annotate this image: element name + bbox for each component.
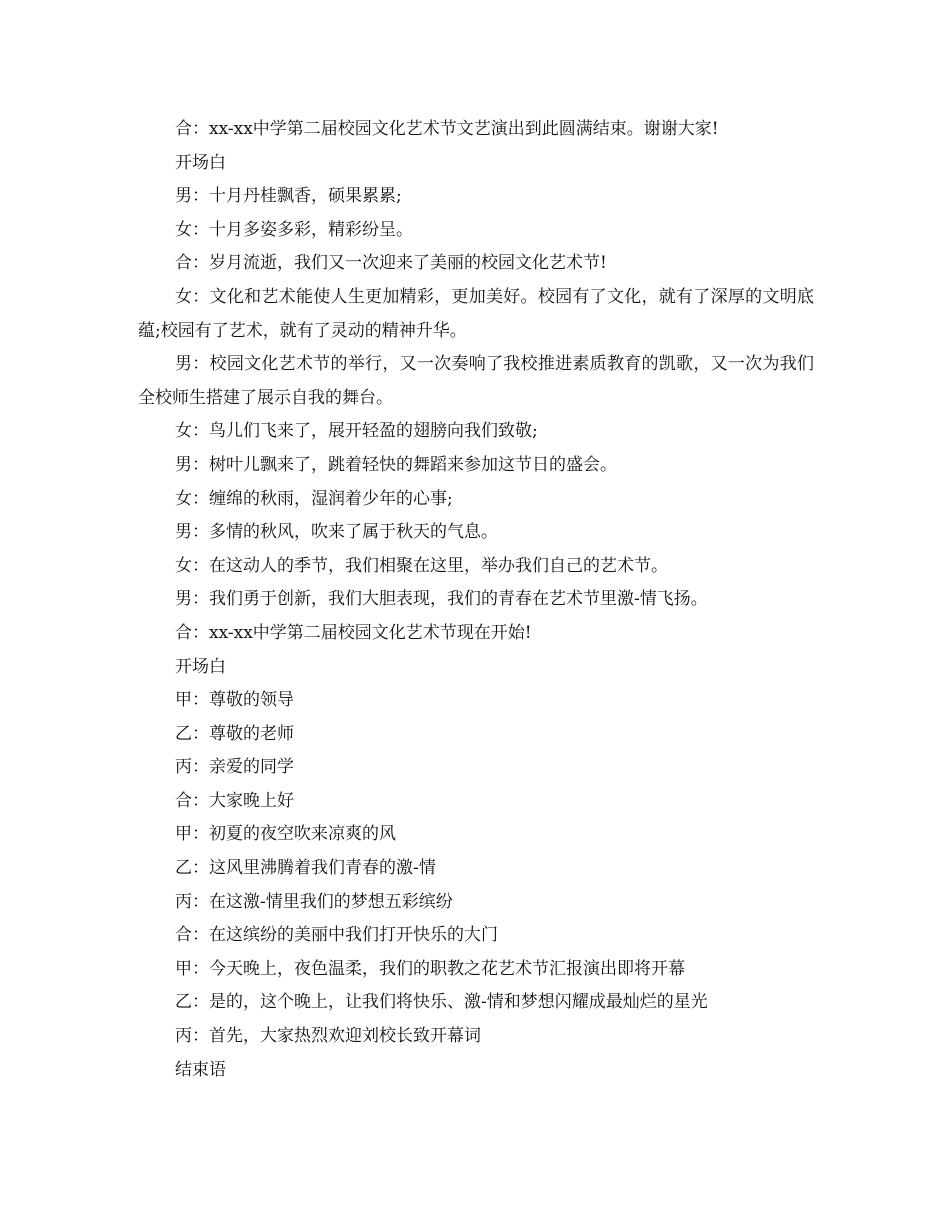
paragraph: 女：十月多姿多彩，精彩纷呈。 xyxy=(175,219,413,240)
paragraph: 男：十月丹桂飘香，硕果累累; xyxy=(175,186,402,207)
paragraph: 合：大家晚上好 xyxy=(175,790,294,811)
paragraph: 合：xx-xx中学第二届校园文化艺术节现在开始! xyxy=(175,622,532,643)
paragraph: 丙：首先，大家热烈欢迎刘校长致开幕词 xyxy=(175,1026,481,1047)
paragraph: 男：我们勇于创新，我们大胆表现，我们的青春在艺术节里激-情飞扬。 xyxy=(175,589,708,610)
paragraph: 乙：这风里沸腾着我们青春的激-情 xyxy=(175,858,436,879)
paragraph: 合：岁月流逝，我们又一次迎来了美丽的校园文化艺术节! xyxy=(175,253,607,274)
section-heading: 结束语 xyxy=(175,1059,226,1080)
paragraph: 男：多情的秋风，吹来了属于秋天的气息。 xyxy=(175,522,498,543)
section-heading: 开场白 xyxy=(175,152,226,173)
paragraph: 合：xx-xx中学第二届校园文化艺术节文艺演出到此圆满结束。谢谢大家! xyxy=(175,119,719,139)
paragraph: 女：鸟儿们飞来了，展开轻盈的翅膀向我们致敬; xyxy=(175,421,538,442)
paragraph: 男：树叶儿飘来了，跳着轻快的舞蹈来参加这节日的盛会。 xyxy=(175,454,617,475)
document-body xyxy=(138,113,814,1087)
paragraph: 乙：是的，这个晚上，让我们将快乐、激-情和梦想闪耀成最灿烂的星光 xyxy=(175,992,708,1013)
paragraph: 丙：亲爱的同学 xyxy=(175,757,294,778)
section-heading: 开场白 xyxy=(175,656,226,677)
paragraph: 女：文化和艺术能使人生更加精彩，更加美好。校园有了文化，就有了深厚的文明底蕴;校园有了艺术，就有了灵动的精神升华。 xyxy=(138,286,814,341)
paragraph: 乙：尊敬的老师 xyxy=(175,723,294,744)
paragraph: 男：校园文化艺术节的举行，又一次奏响了我校推进素质教育的凯歌，又一次为我们全校师生搭建了展示自我的舞台。 xyxy=(138,354,814,408)
paragraph: 甲：今天晚上，夜色温柔，我们的职教之花艺术节汇报演出即将开幕 xyxy=(175,958,685,979)
paragraph: 甲：尊敬的领导 xyxy=(175,690,294,711)
paragraph: 女：缠绵的秋雨，湿润着少年的心事; xyxy=(175,488,453,509)
paragraph: 丙：在这激-情里我们的梦想五彩缤纷 xyxy=(175,891,453,912)
paragraph: 女：在这动人的季节，我们相聚在这里，举办我们自己的艺术节。 xyxy=(175,555,668,576)
paragraph: 合：在这缤纷的美丽中我们打开快乐的大门 xyxy=(175,925,498,946)
paragraph: 甲：初夏的夜空吹来凉爽的风 xyxy=(175,824,396,845)
